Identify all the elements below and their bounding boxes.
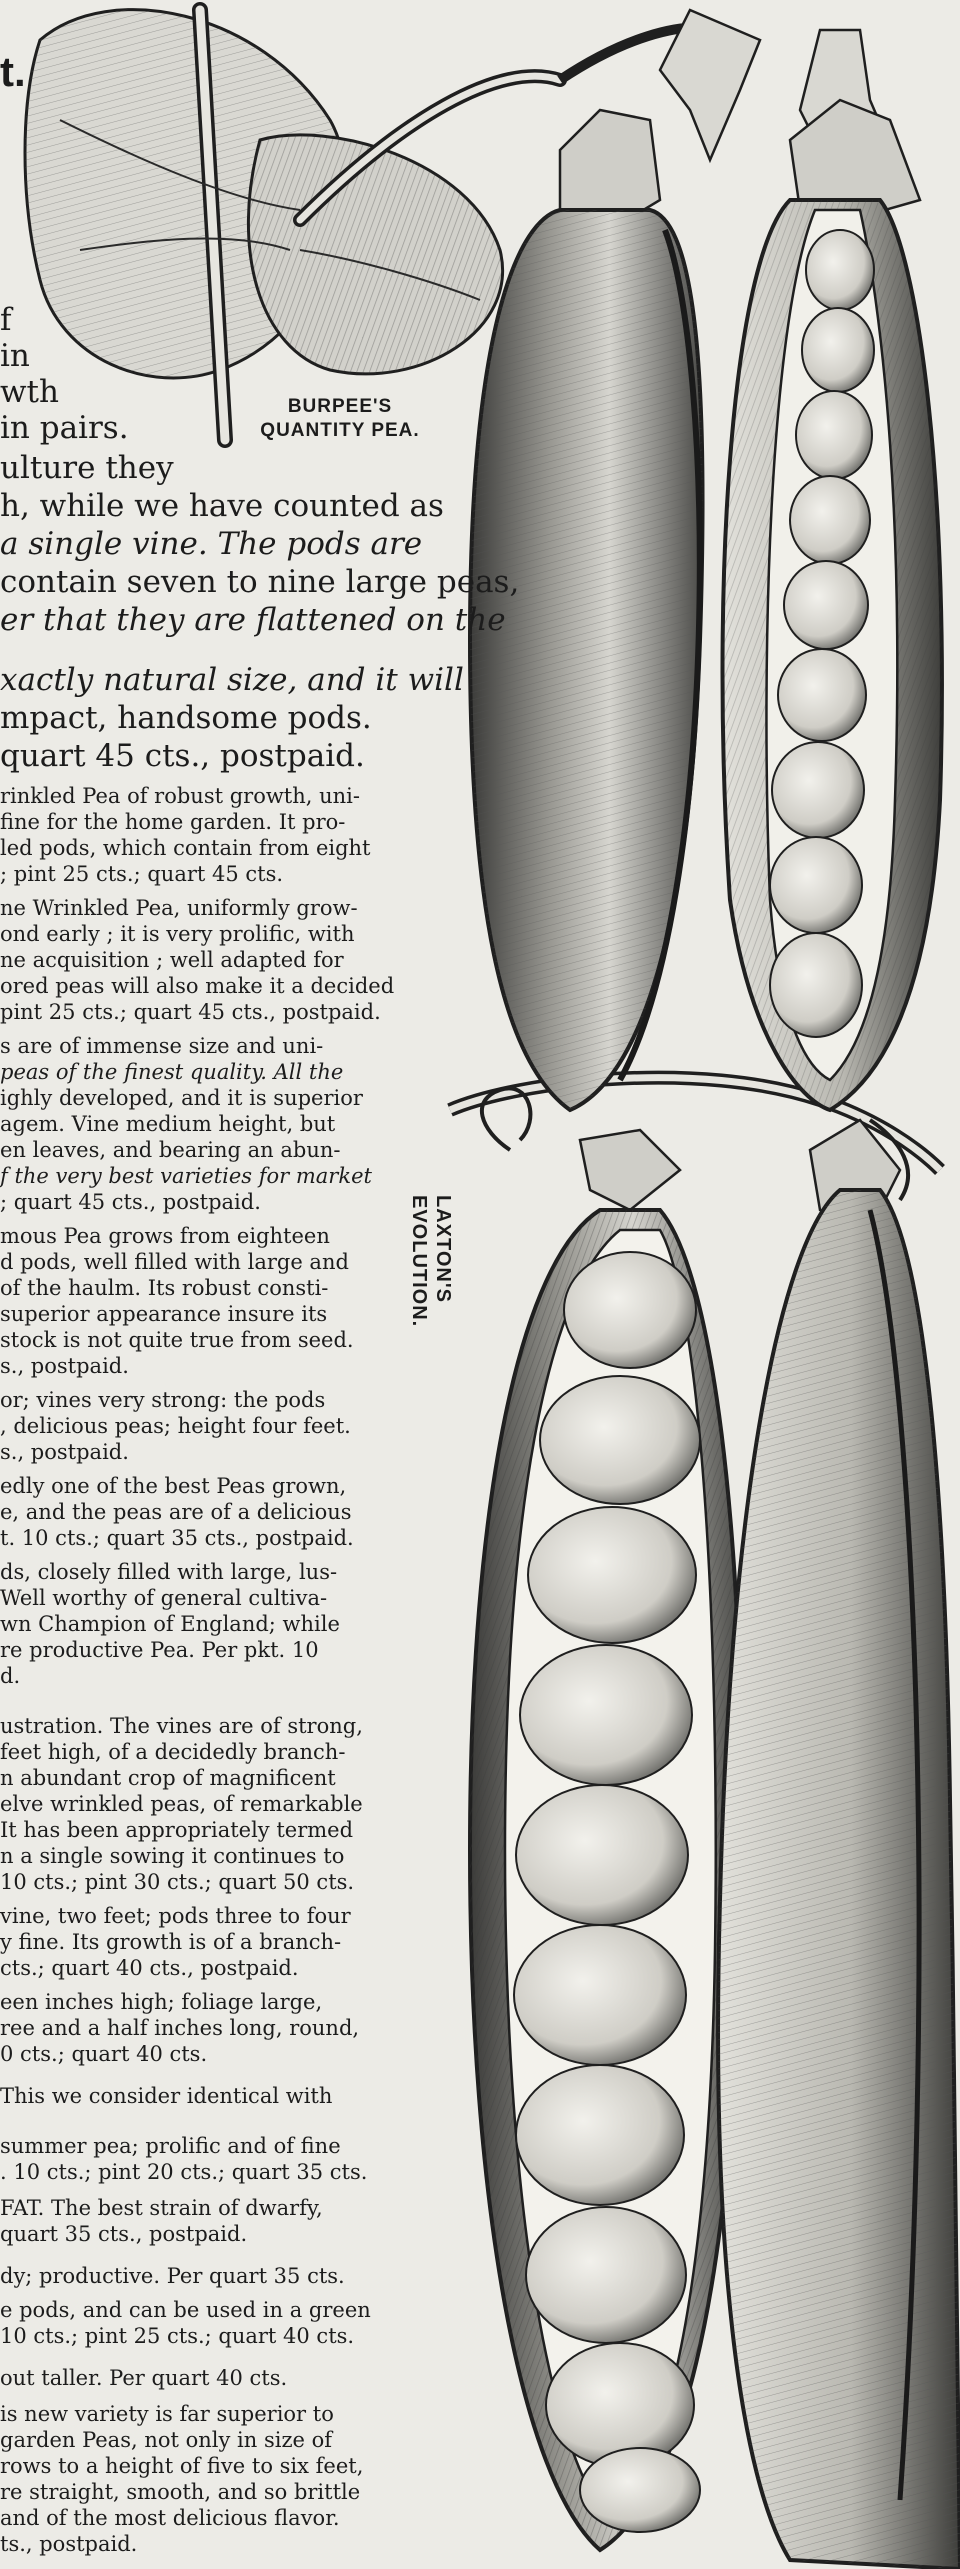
body-line: quart 35 cts., postpaid. <box>0 2222 248 2246</box>
body-line: This we consider identical with <box>0 2084 333 2108</box>
body-line: n abundant crop of magnificent <box>0 1766 336 1790</box>
body-line: ond early ; it is very prolific, with <box>0 922 355 946</box>
body-line: garden Peas, not only in size of <box>0 2428 333 2452</box>
quantity-pea-leaf <box>25 10 503 440</box>
body-line: re productive Pea. Per pkt. 10 <box>0 1638 319 1662</box>
body-line: fine for the home garden. It pro- <box>0 810 346 834</box>
body-line: edly one of the best Peas grown, <box>0 1474 347 1498</box>
intro-line: a single vine. The pods are <box>0 526 423 562</box>
body-line: FAT. The best strain of dwarfy, <box>0 2196 323 2220</box>
open-pod-upper <box>723 200 942 1110</box>
body-line: n a single sowing it continues to <box>0 1844 345 1868</box>
intro-line: in pairs. <box>0 410 129 446</box>
body-line: e pods, and can be used in a green <box>0 2298 371 2322</box>
body-line: or; vines very strong: the pods <box>0 1388 326 1412</box>
body-line: 0 cts.; quart 40 cts. <box>0 2042 208 2066</box>
body-line: 10 cts.; pint 30 cts.; quart 50 cts. <box>0 1870 355 1894</box>
body-line: s., postpaid. <box>0 1440 129 1464</box>
body-line: cts.; quart 40 cts., postpaid. <box>0 1956 299 1980</box>
body-line: en leaves, and bearing an abun- <box>0 1138 341 1162</box>
body-line: s are of immense size and uni- <box>0 1034 324 1058</box>
body-line: d pods, well filled with large and <box>0 1250 349 1274</box>
body-line: is new variety is far superior to <box>0 2402 334 2426</box>
body-line: f the very best varieties for market <box>0 1164 372 1188</box>
body-line: rows to a height of five to six feet, <box>0 2454 364 2478</box>
intro-line: contain seven to nine large peas, <box>0 564 520 600</box>
body-line: rinkled Pea of robust growth, uni- <box>0 784 360 808</box>
body-line: out taller. Per quart 40 cts. <box>0 2366 288 2390</box>
body-line: vine, two feet; pods three to four <box>0 1904 351 1928</box>
body-line: y fine. Its growth is of a branch- <box>0 1930 342 1954</box>
body-line: Well worthy of general cultiva- <box>0 1586 328 1610</box>
body-line: ds, closely filled with large, lus- <box>0 1560 338 1584</box>
closed-pod-lower <box>718 1190 960 2569</box>
body-line: ne Wrinkled Pea, uniformly grow- <box>0 896 358 920</box>
caption-line: BURPEE'S <box>287 396 393 417</box>
body-line: ored peas will also make it a decided <box>0 974 395 998</box>
body-line: . 10 cts.; pint 20 cts.; quart 35 cts. <box>0 2160 368 2184</box>
body-line: t. 10 cts.; quart 35 cts., postpaid. <box>0 1526 354 1550</box>
body-line: of the haulm. Its robust consti- <box>0 1276 329 1300</box>
body-line: summer pea; prolific and of fine <box>0 2134 341 2158</box>
body-line: feet high, of a decidedly branch- <box>0 1740 346 1764</box>
intro-line: f <box>0 302 12 338</box>
body-line: agem. Vine medium height, but <box>0 1112 336 1136</box>
body-line: and of the most delicious flavor. <box>0 2506 340 2530</box>
section-heading: t. <box>0 48 26 95</box>
body-line: elve wrinkled peas, of remarkable <box>0 1792 363 1816</box>
body-line: ; quart 45 cts., postpaid. <box>0 1190 261 1214</box>
body-line: dy; productive. Per quart 35 cts. <box>0 2264 345 2288</box>
body-line: led pods, which contain from eight <box>0 836 371 860</box>
body-line: ree and a half inches long, round, <box>0 2016 360 2040</box>
caption-line: QUANTITY PEA. <box>260 420 420 441</box>
body-line: pint 25 cts.; quart 45 cts., postpaid. <box>0 1000 381 1024</box>
laxtons-evolution-caption <box>407 1195 455 1327</box>
body-line: ne acquisition ; well adapted for <box>0 948 344 972</box>
caption-line: EVOLUTION. <box>408 1195 430 1328</box>
body-line: , delicious peas; height four feet. <box>0 1414 351 1438</box>
intro-line: er that they are flattened on the <box>0 602 506 638</box>
body-line: It has been appropriately termed <box>0 1818 354 1842</box>
body-line: re straight, smooth, and so brittle <box>0 2480 361 2504</box>
closed-pod-upper <box>470 210 703 1110</box>
intro-line: h, while we have counted as <box>0 488 444 524</box>
body-line: ts., postpaid. <box>0 2532 138 2556</box>
intro-line: mpact, handsome pods. <box>0 700 372 736</box>
intro-line: xactly natural size, and it will <box>0 662 464 698</box>
body-line: peas of the finest quality. All the <box>0 1060 344 1084</box>
caption-line: LAXTON'S <box>432 1195 454 1303</box>
intro-line: in <box>0 338 30 374</box>
body-line: d. <box>0 1664 21 1688</box>
body-line: e, and the peas are of a delicious <box>0 1500 352 1524</box>
body-line: ighly developed, and it is superior <box>0 1086 363 1110</box>
body-line: ustration. The vines are of strong, <box>0 1714 363 1738</box>
body-line: 10 cts.; pint 25 cts.; quart 40 cts. <box>0 2324 355 2348</box>
body-line: s., postpaid. <box>0 1354 129 1378</box>
body-line: superior appearance insure its <box>0 1302 328 1326</box>
body-line: mous Pea grows from eighteen <box>0 1224 330 1248</box>
body-line: stock is not quite true from seed. <box>0 1328 354 1352</box>
intro-line: wth <box>0 374 59 410</box>
intro-line: quart 45 cts., postpaid. <box>0 738 365 774</box>
intro-line: ulture they <box>0 450 174 486</box>
body-line: een inches high; foliage large, <box>0 1990 323 2014</box>
laxtons-evolution-open-pod <box>470 1210 742 2550</box>
quantity-pea-caption <box>240 395 440 443</box>
body-line: wn Champion of England; while <box>0 1612 340 1636</box>
body-line: ; pint 25 cts.; quart 45 cts. <box>0 862 284 886</box>
